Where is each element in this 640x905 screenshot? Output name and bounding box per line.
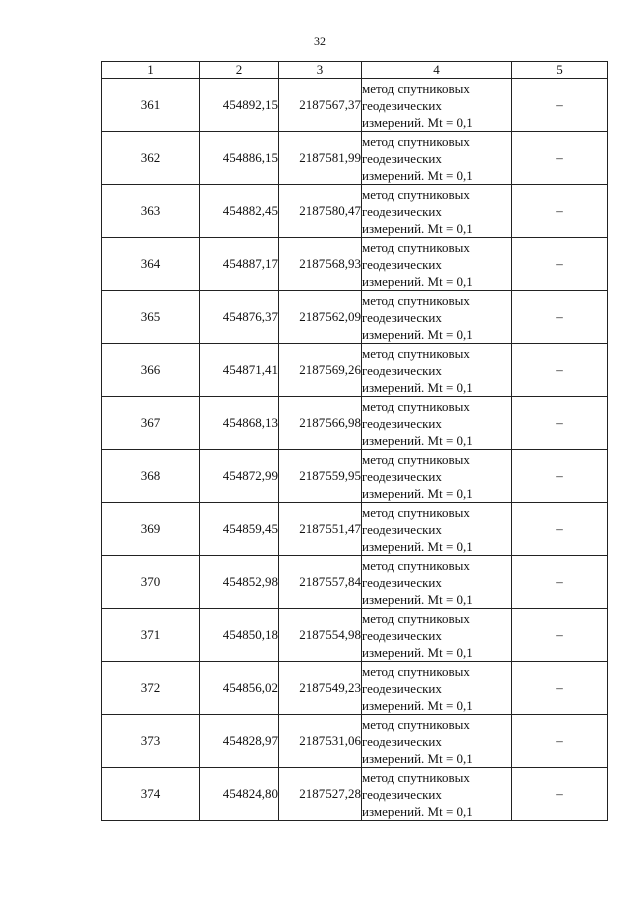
table-body: [102, 79, 608, 821]
method-line-3: измерений. Mt = 0,1: [362, 485, 473, 501]
method-line-1: метод спутниковых: [362, 451, 470, 467]
table-row: [102, 185, 608, 238]
coord-y: 2187559,95: [279, 450, 362, 503]
method-line-1: метод спутниковых: [362, 133, 470, 149]
col5-dash: –: [512, 79, 608, 132]
table-row: [102, 344, 608, 397]
point-number: 368: [102, 450, 200, 503]
coord-x: 454852,98: [200, 556, 279, 609]
coord-y: 2187567,37: [279, 79, 362, 132]
coord-x: 454850,18: [200, 609, 279, 662]
method-line-1: метод спутниковых: [362, 239, 470, 255]
table-row: [102, 291, 608, 344]
col5-dash: –: [512, 768, 608, 821]
method-line-2: геодезических: [362, 521, 442, 537]
method-line-1: метод спутниковых: [362, 292, 470, 308]
col5-dash: –: [512, 609, 608, 662]
method-line-3: измерений. Mt = 0,1: [362, 273, 473, 289]
point-number: 370: [102, 556, 200, 609]
method-line-2: геодезических: [362, 362, 442, 378]
coord-y: 2187551,47: [279, 503, 362, 556]
coord-x: 454824,80: [200, 768, 279, 821]
point-number: 366: [102, 344, 200, 397]
method-line-1: метод спутниковых: [362, 398, 470, 414]
col5-dash: –: [512, 238, 608, 291]
method-line-2: геодезических: [362, 150, 442, 166]
col5-dash: –: [512, 662, 608, 715]
coord-y: 2187531,06: [279, 715, 362, 768]
method-description: [362, 344, 512, 397]
coord-y: 2187568,93: [279, 238, 362, 291]
coord-y: 2187580,47: [279, 185, 362, 238]
method-line-2: геодезических: [362, 733, 442, 749]
method-line-2: геодезических: [362, 627, 442, 643]
header-col-4: 4: [362, 62, 512, 79]
table-row: [102, 132, 608, 185]
coord-x: 454887,17: [200, 238, 279, 291]
method-line-3: измерений. Mt = 0,1: [362, 114, 473, 130]
coord-y: 2187549,23: [279, 662, 362, 715]
col5-dash: –: [512, 291, 608, 344]
coord-x: 454859,45: [200, 503, 279, 556]
header-col-5: 5: [512, 62, 608, 79]
coord-x: 454882,45: [200, 185, 279, 238]
coord-x: 454886,15: [200, 132, 279, 185]
method-line-3: измерений. Mt = 0,1: [362, 644, 473, 660]
col5-dash: –: [512, 344, 608, 397]
table-row: [102, 556, 608, 609]
point-number: 369: [102, 503, 200, 556]
method-line-2: геодезических: [362, 415, 442, 431]
method-line-1: метод спутниковых: [362, 610, 470, 626]
point-number: 362: [102, 132, 200, 185]
point-number: 363: [102, 185, 200, 238]
method-line-2: геодезических: [362, 786, 442, 802]
table-row: [102, 397, 608, 450]
method-line-1: метод спутниковых: [362, 769, 470, 785]
header-col-3: 3: [279, 62, 362, 79]
table-row: [102, 662, 608, 715]
method-description: [362, 185, 512, 238]
method-line-1: метод спутниковых: [362, 345, 470, 361]
table-row: [102, 450, 608, 503]
coord-y: 2187557,84: [279, 556, 362, 609]
table-row: [102, 715, 608, 768]
col5-dash: –: [512, 556, 608, 609]
coord-x: 454876,37: [200, 291, 279, 344]
page-number: 32: [314, 34, 326, 48]
method-description: [362, 715, 512, 768]
method-description: [362, 662, 512, 715]
method-line-2: геодезических: [362, 256, 442, 272]
header-row: [102, 62, 608, 79]
method-line-2: геодезических: [362, 468, 442, 484]
coord-x: 454871,41: [200, 344, 279, 397]
header-col-1: 1: [102, 62, 200, 79]
col5-dash: –: [512, 397, 608, 450]
method-line-3: измерений. Mt = 0,1: [362, 379, 473, 395]
method-description: [362, 397, 512, 450]
method-line-1: метод спутниковых: [362, 186, 470, 202]
col5-dash: –: [512, 450, 608, 503]
coord-y: 2187566,98: [279, 397, 362, 450]
coord-y: 2187554,98: [279, 609, 362, 662]
point-number: 374: [102, 768, 200, 821]
method-description: [362, 132, 512, 185]
method-line-2: геодезических: [362, 203, 442, 219]
table-row: [102, 238, 608, 291]
col5-dash: –: [512, 185, 608, 238]
table-row: [102, 609, 608, 662]
method-description: [362, 79, 512, 132]
header-col-2: 2: [200, 62, 279, 79]
method-line-2: геодезических: [362, 680, 442, 696]
point-number: 361: [102, 79, 200, 132]
coord-y: 2187527,28: [279, 768, 362, 821]
method-line-1: метод спутниковых: [362, 80, 470, 96]
method-line-3: измерений. Mt = 0,1: [362, 591, 473, 607]
coord-x: 454892,15: [200, 79, 279, 132]
col5-dash: –: [512, 715, 608, 768]
table-row: [102, 79, 608, 132]
method-line-2: геодезических: [362, 309, 442, 325]
coord-y: 2187581,99: [279, 132, 362, 185]
point-number: 373: [102, 715, 200, 768]
point-number: 364: [102, 238, 200, 291]
method-line-3: измерений. Mt = 0,1: [362, 167, 473, 183]
coordinates-table: [101, 61, 608, 821]
coord-y: 2187562,09: [279, 291, 362, 344]
point-number: 367: [102, 397, 200, 450]
coord-x: 454872,99: [200, 450, 279, 503]
method-description: [362, 556, 512, 609]
coord-x: 454868,13: [200, 397, 279, 450]
method-description: [362, 291, 512, 344]
method-line-3: измерений. Mt = 0,1: [362, 803, 473, 819]
method-line-1: метод спутниковых: [362, 716, 470, 732]
method-description: [362, 238, 512, 291]
table-row: [102, 768, 608, 821]
col5-dash: –: [512, 132, 608, 185]
method-description: [362, 450, 512, 503]
col5-dash: –: [512, 503, 608, 556]
method-line-3: измерений. Mt = 0,1: [362, 750, 473, 766]
method-line-1: метод спутниковых: [362, 663, 470, 679]
coord-x: 454856,02: [200, 662, 279, 715]
method-line-2: геодезических: [362, 574, 442, 590]
method-description: [362, 609, 512, 662]
table-row: [102, 503, 608, 556]
point-number: 371: [102, 609, 200, 662]
method-line-3: измерений. Mt = 0,1: [362, 326, 473, 342]
coord-x: 454828,97: [200, 715, 279, 768]
point-number: 365: [102, 291, 200, 344]
method-description: [362, 503, 512, 556]
method-line-3: измерений. Mt = 0,1: [362, 432, 473, 448]
method-line-2: геодезических: [362, 97, 442, 113]
method-line-3: измерений. Mt = 0,1: [362, 538, 473, 554]
method-line-1: метод спутниковых: [362, 557, 470, 573]
method-line-3: измерений. Mt = 0,1: [362, 220, 473, 236]
coord-y: 2187569,26: [279, 344, 362, 397]
method-line-1: метод спутниковых: [362, 504, 470, 520]
method-line-3: измерений. Mt = 0,1: [362, 697, 473, 713]
method-description: [362, 768, 512, 821]
point-number: 372: [102, 662, 200, 715]
